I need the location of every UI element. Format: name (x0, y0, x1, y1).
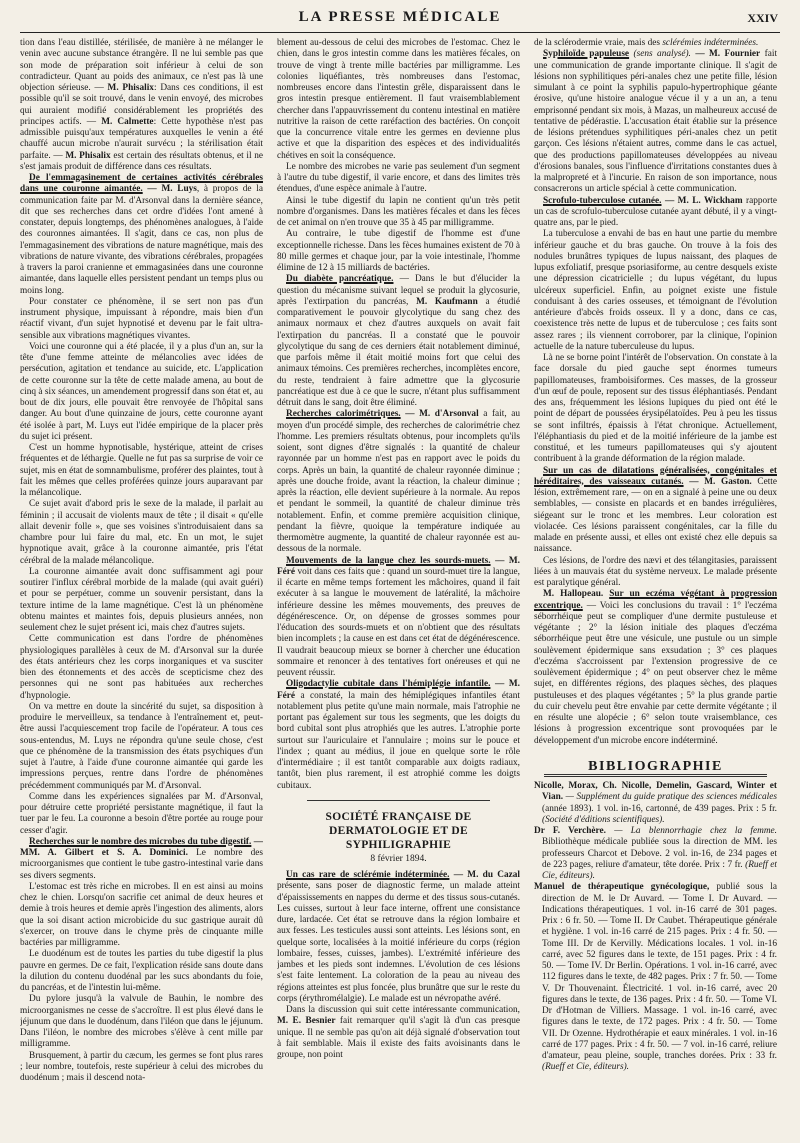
paragraph: Là ne se borne point l'intérêt de l'observation. On constate à la face dorsale du pied gauche sept énormes tumeurs papillomateuses, framboisiformes. Ces masses, de la grosseur d'un œuf de poule, reposent sur des tissus éléphantiasés. Pendant des ans, fréquemment les lésions lupiques du pied ont été le point de départ de poussées érysipélatoïdes. Peu à peu les tissus se sont infiltrés, épaissis à l'état chronique. Actuellement, l'éléphantiasis du pied et de la moitié inférieure de la jambe est constitué, et les tumeurs papillomateuses qui s'y ajoutent contribuent à la grande déformation de la région malade. (534, 353, 777, 465)
paragraph: Au contraire, le tube digestif de l'homme est d'une exceptionnelle richesse. Dans les fèces humaines existent de 70 à 80 mille germes et chaque jour, par la voie intestinale, l'homme élimine de 12 à 15 milliards de bactéries. (277, 229, 520, 273)
divider (307, 800, 490, 801)
section-diabete: Du diabète pancréatique. — Dans le but d'élucider la question du mécanisme suivant lequel se produit la glycosurie, après l'extirpation du pancréas, M. Kaufmann a étudié comparativement le pouvoir glycolytique du sang chez des animaux normaux et chez d'autres auxquels on avait fait l'extirpation du pancréas. Il a constaté que le pouvoir glycolytique du sang de ces derniers était notablement diminué, que parfois même il était moitié moins fort que celui des animaux témoins. Ces premières recherches, incomplètes encore, du reste, tendraient à faire admettre que la glycosurie pancréatique est due à ce que le sucre, n'étant plus suffisamment détruit dans le sang, doit être éliminé. (277, 274, 520, 408)
paragraph: C'est un homme hypnotisable, hystérique, atteint de crises fréquentes et de léthargie. Quelle ne fut pas sa surprise de voir ce sujet, mis en état de somnambulisme, proférer des plaintes, tout à fait les mêmes que celles proférées quinze jours auparavant par la mélancolique. (20, 443, 263, 498)
paragraph: L'estomac est très riche en microbes. Il en est ainsi au moins chez le chien. Lorsqu'on sacrifie cet animal de deux heures et demie à trois heures et demie après l'ingestion des aliments, alors que la soi disant action microbicide du suc gastrique aurait dû s'exercer, on trouve dans le chyme près de cinquante mille bactéries par milligramme. (20, 881, 263, 948)
paragraph: La tuberculose a envahi de bas en haut une partie du membre inférieur gauche et du bras gauche. On trouve à la fois des nodules brunâtres typiques de lupus naissant, des plaques de lupus exfoliatif, presque psoriasiforme, au centre desquels existe une dépression cicatricielle ; du lupus végétant, du lupus ulcéreux superficiel. Enfin, au poignet existe une fistule conduisant à des caries osseuses, et témoignant de l'évolution antérieure d'abcès froids osseux. Il y a donc, dans ce cas, coexistence très nette de lupus et de tuberculose ; ces faits sont assez rares ; ils viennent corroborer, par la clinique, l'opinion actuelle de la nature tuberculeuse du lupus. (534, 229, 777, 352)
section-heading: Recherches sur le nombre des microbes du tube digestif. (29, 836, 252, 847)
section-dilatations: Sur un cas de dilatations généralisées, congénitales et héréditaires, des vaisseaux cutanés. — M. Gaston. Cette lésion, extrêmement rare, — on en a signalé à peine une ou deux semblables, — consiste en placards et en bandes irrégulières, siégeant sur le tronc et les membres. Leur coloration est violacée. Ces lésions paraissent congénitales, car la fille du malade en présente aussi, et elles ont existé chez elle depuis sa naissance. (534, 465, 777, 555)
section-heading: Sur un eczéma végétant à progression excentrique. (534, 589, 777, 611)
paragraph: On va mettre en doute la sincérité du sujet, sa disposition à produire le merveilleux, sa tendance à l'entraînement et, peut-être aussi l'acquiescement trop facile de l'opérateur. A tous ces sous-entendus, M. Luys ne répondra qu'une seule chose, c'est que ce phénomène de la transmission des états psychiques d'un sujet à l'autre, à l'aide d'une couronne aimantée qui garde les impressions perçues, rentre dans l'ordre de phénomènes précédemment communiqués par M. d'Arsonval. (20, 701, 263, 791)
section-oligodactylie: Oligodactylie cubitale dans l'hémiplégie infantile. — M. Féré a constaté, la main des hémiplégiques infantiles étant notablement plus petite qu'une main normale, mais l'atrophie ne portant pas également sur tous les segments, que les doigts du bord cubital sont plus atrophiés que les autres. L'atrophie porte surtout sur l'auriculaire et l'annulaire ; moins sur le pouce et l'index ; quant au médius, il joue en quelque sorte le rôle d'intermédiaire ; il est tantôt comparable aux doigts radiaux, tantôt, bien plus rarement, il est atrophié comme les doigts cubitaux. (277, 679, 520, 791)
section-heading: Mouvements de la langue chez les sourds-muets. (286, 555, 491, 566)
paragraph: Ces lésions, de l'ordre des nævi et des télangitasies, paraissent liées à un mauvais état du système nerveux. Le malade présente est paralytique général. (534, 555, 777, 588)
paragraph: de la sclérodermie vraie, mais des sclérémies indéterminées. (534, 38, 759, 48)
paragraph: La couronne aimantée avait donc suffisamment agi pour soutirer l'influx cérébral morbide de la malade (qui avait guéri) et pour se perpétuer, comme un souvenir persistant, dans la texture intime de la lame magnétique. C'est là un phénomène obtenu maintes et maintes fois, depuis plusieurs années, non seulement chez le sujet présent ici, mais chez d'autres sujets. (20, 566, 263, 633)
session-date: 8 février 1894. (370, 853, 427, 864)
journal-title: LA PRESSE MÉDICALE (298, 9, 502, 25)
paragraph: Voici une couronne qui a été placée, il y a plus d'un an, sur la tête d'une femme atteinte de mélancolies avec idées de persécution, agitation et tendance au suicide, etc. L'application de cette couronne sur la tête de cette malade amena, au bout de cinq à six séances, un amendement progressif dans son état et, au bout de dix jours, elle pouvait être renvoyée de l'hôpital sans danger. Au bout d'une quinzaine de jours, cette couronne ayant été isolée à part, M. Luys eut l'idée empirique de la placer près du sujet ici présent. (20, 341, 263, 442)
column-1 (20, 38, 263, 1136)
page-number: XXIV (747, 11, 778, 25)
paragraph: Cette communication est dans l'ordre de phénomènes physiologiques parallèles à ceux de M. d'Arsonval sur la durée des états antérieurs chez les corps inorganiques et va susciter bien des étonnements et des accès de scepticisme chez des personnes qui ne sont pas habituées aux recherches d'hypnologie. (20, 634, 263, 701)
section-heading: Recherches calorimétriques. (286, 409, 401, 420)
section-heading: Oligodactylie cubitale dans l'hémiplégie infantile. (286, 679, 491, 690)
paragraph: Comme dans les expériences signalées par M. d'Arsonval, pour détruire cette propriété persistante magnétique, il faut la tuer par le feu. La couronne a besoin d'être portée au rouge pour cesser d'agir. (20, 791, 263, 836)
divider (544, 774, 767, 777)
section-heading: De l'emmagasinement de certaines activités cérébrales dans une couronne aimantée. (20, 173, 263, 195)
section-heading: Syphiloïde papuleuse (543, 49, 630, 60)
society-heading: SOCIÉTÉ FRANÇAISE DE DERMATOLOGIE ET DE SYPHILIGRAPHIE (325, 810, 472, 851)
paragraph: Le duodénum est de toutes les parties du tube digestif la plus pauvre en germes. De ce fait, l'explication réside sans doute dans la dilution du contenu duodénal par les sucs abondants du foie, du pancréas, et de l'intestin lui-même. (20, 949, 263, 993)
page-header (20, 6, 780, 33)
paragraph: Le nombre des microbes ne varie pas seulement d'un segment à l'autre du tube digestif, il varie encore, et dans des limites très étendues, d'une espèce animale à l'autre. (277, 161, 520, 195)
section-microbes: Recherches sur le nombre des microbes du tube digestif. — MM. A. Gilbert et S. A. Dominici. Le nombre des microorganismes que contient le tube gastro-intestinal varie dans ses divers segments. (20, 836, 263, 881)
column-3 (534, 38, 777, 1136)
section-calorimetrie: Recherches calorimétriques. — M. d'Arsonval a fait, au moyen d'un procédé simple, des recherches de calorimétrie chez l'homme. Les premiers résultats obtenus, pour incomplets qu'ils soient, sont dignes d'être signalés : la quantité de chaleur rayonnée par un homme n'est pas en rapport avec le poids du corps. Après un bain, la quantité de chaleur rayonnée diminue ; après une douche froide, avant la réaction, la chaleur diminue ; après la réaction, elle devient supérieure à la normale. Au repos et pendant le sommeil, la quantité de chaleur diminue très notablement. Enfin, et comme première acquisition clinique, pendant la fièvre, quoique la température indiquée au thermomètre augmente, la quantité de chaleur rayonnée est au-dessous de la normale. (277, 409, 520, 555)
paragraph: Ainsi le tube digestif du lapin ne contient qu'un très petit nombre d'organismes. Dans les matières fécales et dans les fèces de cet animal on n'en trouve que 35 à 45 par milligramme. (277, 195, 520, 228)
section-langue: Mouvements de la langue chez les sourds-muets. — M. Féré voit dans ces faits que : quand un sourd-muet tire la langue, il écarte en même temps fortement les mâchoires, quand il fait exécuter à sa langue le mouvement de latéralité, la mâchoire inférieure dessine les mêmes mouvements, des preuves de dégénérescence. Or, on dépense de grosses sommes pour l'éducation des sourds-muets et on n'obtient que des résultats bien incomplets ; la cause en est dans cet état de dégénérescence. Il vaudrait beaucoup mieux se borner à chercher une éducation sommaire et renoncer à des tentatives fort onéreuses et qui ne peuvent réussir. (277, 555, 520, 678)
column-2 (277, 38, 520, 1136)
section-heading: Un cas rare de sclérémie indéterminée. (286, 870, 450, 880)
paragraph: Ce sujet avait d'abord pris le sexe de la malade, il parlait au féminin ; il accusait de violents maux de tête ; il disait « qu'elle allait devenir folle », que ses voisines s'introduisaient dans sa chambre pour lui faire du mal, etc. En un mot, le sujet hypnotique avait, grâce à la couronne aimantée, pris l'état cérébral de la malade mélancolique. (20, 499, 263, 566)
section-syphiloide: Syphiloïde papuleuse (sens analysé). — M. Fournier fait une communication de grande importante clinique. Il s'agit de lésions non syphilitiques péri-anales chez une petite fille, lésion simulant à ce point la syphilis papulo-hypertrophique géante érosive, qu'une histoire analogue vécue il y a un an, a tenu emprisonné pendant six mois, à Mazas, un malheureux accusé de tentative de pédérastie. L'accusation était établie sur la présence de lésions prétendues syphilitiques péri-anales chez un petit garçon. Ces lésions n'étaient autres, comme dans le cas actuel, que des productions papillomateuses développées au niveau d'érosions banales, sous l'influence d'irritations constantes dues à la malpropreté et à l'incurie. En raison de son importance, nous consacrerons un article spécial à cette communication. (534, 49, 777, 195)
section-heading: Scrofulo-tuberculose cutanée. (543, 195, 662, 206)
section-sclerémie: Un cas rare de sclérémie indéterminée. — M. du Cazal présente, sans poser de diagnostic ferme, un malade atteint d'épaississements en nappes du derme et des tissus sous-cutanés. Les cuisses, surtout à leur face interne, offrent une consistance dure, lardacée. Cet état se retrouve dans la région lombaire et aux fesses. Les testicules aussi sont atteints. Les lésions sont, en quelque sorte, localisées à la moitié inférieure du corps (région lombaire, fesses, cuisses, jambes). L'extrémité inférieure des jambes et les pieds sont indemnes. L'évolution de ces lésions s'est faite lentement. La coloration de la peau au niveau des régions atteintes est plus foncée, plus brunâtre que sur le reste du corps (érythromélalgie). Le malade est un névropathe avéré. (277, 870, 520, 1004)
section-heading: Sur un cas de dilatations généralisées, congénitales et héréditaires, des vaisseaux cutanés. (534, 465, 777, 487)
bibliography-entry: Nicolle, Morax, Ch. Nicolle, Demelin, Gascard, Winter et Vian. — Supplément du guide pratique des sciences médicales (année 1893). 1 vol. in-16, cartonné, de 439 pages. Prix : 5 fr. (Société d'éditions scientifiques). (534, 781, 777, 825)
bibliography-entry: Dr F. Verchère. — La blennorrhagie chez la femme. Bibliothèque médicale publiée sous la direction de MM. les professeurs Charcot et Debove. 2 vol. in-16, de 234 pages et de 223 pages, reliure d'amateur, tête dorée. Prix : 7 fr. (Rueff et Cie, éditeurs). (534, 826, 777, 881)
paragraph: Pour constater ce phénomène, il se sert non pas d'un instrument physique, impuissant à répondre, mais bien d'un réactif vivant, d'un sujet hypnotisé et devenu par le fait ultra-sensible aux vibrations magnétiques vivantes. (20, 296, 263, 341)
section-luys: De l'emmagasinement de certaines activités cérébrales dans une couronne aimantée. — M. Luys, à propos de la communication faite par M. d'Arsonval dans la dernière séance, dit que ses recherches dans cet ordre d'idées l'ont amené à constater, depuis longtemps, des phénomènes analogues, à l'aide des couronnes aimantées. Il s'agit, dans ce cas, non plus de l'emmagasinement des vibrations de nature magnétique, mais des vibrations de nature vivante, des vibrations cérébrales, propagées à travers la paroi cranienne et emmagasinées dans une couronne aimantée, dans laquelle elles persistent pendant un temps plus ou moins long. (20, 173, 263, 296)
bibliography-title: BIBLIOGRAPHIE (588, 758, 723, 774)
section-scrofulo: Scrofulo-tuberculose cutanée. — M. L. Wickham rapporte un cas de scrofulo-tuberculose cutanée ayant débuté, il y a vingt-quatre ans, par le pied. (534, 195, 777, 228)
bibliography-entry: Manuel de thérapeutique gynécologique, publié sous la direction de M. le Dr Auvard. — Tome I. Dr Auvard. — Indications thérapeutiques. 1 vol. in-16 carré de 301 pages. Prix : 6 fr. 50. — Tome II. Dr Caubet. Thérapeutique générale et hygiène. 1 vol. in-16 carré de 215 pages. Prix : 4 fr. 50. — Tome III. Dr de Kervilly. Médications locales. 1 vol. in-16 carré, avec 52 figures dans le texte, de 151 pages. Prix : 4 fr. 50. — Tome IV. Dr Berlin. Opérations. 1 vol. in-16 carré, avec 112 figures dans le texte, de 482 pages. Prix : 7 fr. 50. — Tome V. Dr Thouvenaint. Électricité. 1 vol. in-16 carré, avec 20 figures dans le texte, de 136 pages. Prix : 4 fr. 50. — Tome VI. Dr d'Hotman de Villiers. Massage. 1 vol. in-16 carré, avec figures dans le texte, de 172 pages. Prix : 4 fr. 50. — Tome VII. Dr Ozenne. Hydrothérapie et eaux minérales. 1 vol. in-16 carré de 177 pages. Prix : 4 fr. 50. — 7 vol. in-16 carré, reliure d'amateur, peau pleine, souple, tranches dorées. Prix : 33 fr. (Rueff et Cie, éditeurs). (534, 882, 777, 1073)
paragraph: blement au-dessous de celui des microbes de l'estomac. Chez le chien, dans le gros intestin comme dans les matières fécales, on trouve de vingt à trente mille bactéries par milligramme. Les colonies liquéfiantes, très nombreuses dans l'estomac, nombreuses encore dans l'intestin grêle, disparaissent dans le gros intestin presque entièrement. Il faut vraisemblablement chercher dans l'appauvrissement du contenu intestinal en matière nutritive la raison de cette raréfaction des bactéries. On conçoit que la concurrence vitale entre les germes en devienne plus active et que la disparition des espèces et des individualités chétives en soit la conséquence. (277, 38, 520, 161)
paragraph: Du pylore jusqu'à la valvule de Bauhin, le nombre des microorganismes ne cesse de s'accroître. Il est plus élevé dans le jéjunum que dans le duodénum, dans l'iléon que dans le jéjunum. Dans l'iléon, le nombre des microbes s'élève à cent mille par milligramme. (20, 994, 263, 1050)
paragraph: tion dans l'eau distillée, stérilisée, de manière à ne mélanger le venin avec aucune substance étrangère. Il ne lui semble pas que son mode de préparation soit inférieur à celui de son contradicteur. Quant au poids des animaux, ce n'est pas là une objection sérieuse. — M. Phisalix: Dans ces conditions, il est possible qu'il se soit trouvé, dans le venin envoyé, des microbes qui auraient modifié considérablement les propriétés des principes actifs. — M. Calmette: Cette hypothèse n'est pas admissible puisqu'aux températures auxquelles le venin a été chauffé aucun microbe n'aurait survécu ; la stérilisation était parfaite. — M. Phisalix est certain des résultats obtenus, et il ne s'est jamais produit de différence dans ces résultats. (20, 38, 263, 172)
paragraph: Dans la discussion qui suit cette intéressante communication, M. E. Besnier fait remarquer qu'il s'agit là d'un cas presque unique. Il ne semble pas qu'on ait déjà signalé d'observation tout à fait semblable. Mais il existe des faits avoisinants dans le groupe, non point (277, 1005, 520, 1060)
section-heading: Du diabète pancréatique. (286, 274, 394, 285)
paragraph: Brusquement, à partir du cæcum, les germes se font plus rares ; leur nombre, toutefois, reste supérieur à celui des microbes du duodénum ; mais il descend nota- (20, 1050, 263, 1083)
section-eczema: M. Hallopeau. Sur un eczéma végétant à progression excentrique. — Voici les conclusions du travail : 1° l'eczéma séborrhéique peut se compliquer d'une dermite pustuleuse et végétante ; 2° la lésion initiale des plaques d'eczéma séborrhéique peut être une vésicule, une pustule ou un simple soulèvement épidermique sans exsudation ; 3° ces plaques d'eczéma s'accroissent par l'extension progressive de ce soulèvement épidermique ; 4° on peut observer chez le même sujet, en différentes régions, des plaques sèches, des plaques pustuleuses et des plaques végétantes ; 5° la plus grande partie du cuir chevelu peut être envahie par cette dermite végétante ; il en résulte une alopécie ; 6° selon toute vraisemblance, ces lésions à progression excentrique sont provoquées par le développement d'un microbe encore indéterminé. (534, 589, 777, 746)
